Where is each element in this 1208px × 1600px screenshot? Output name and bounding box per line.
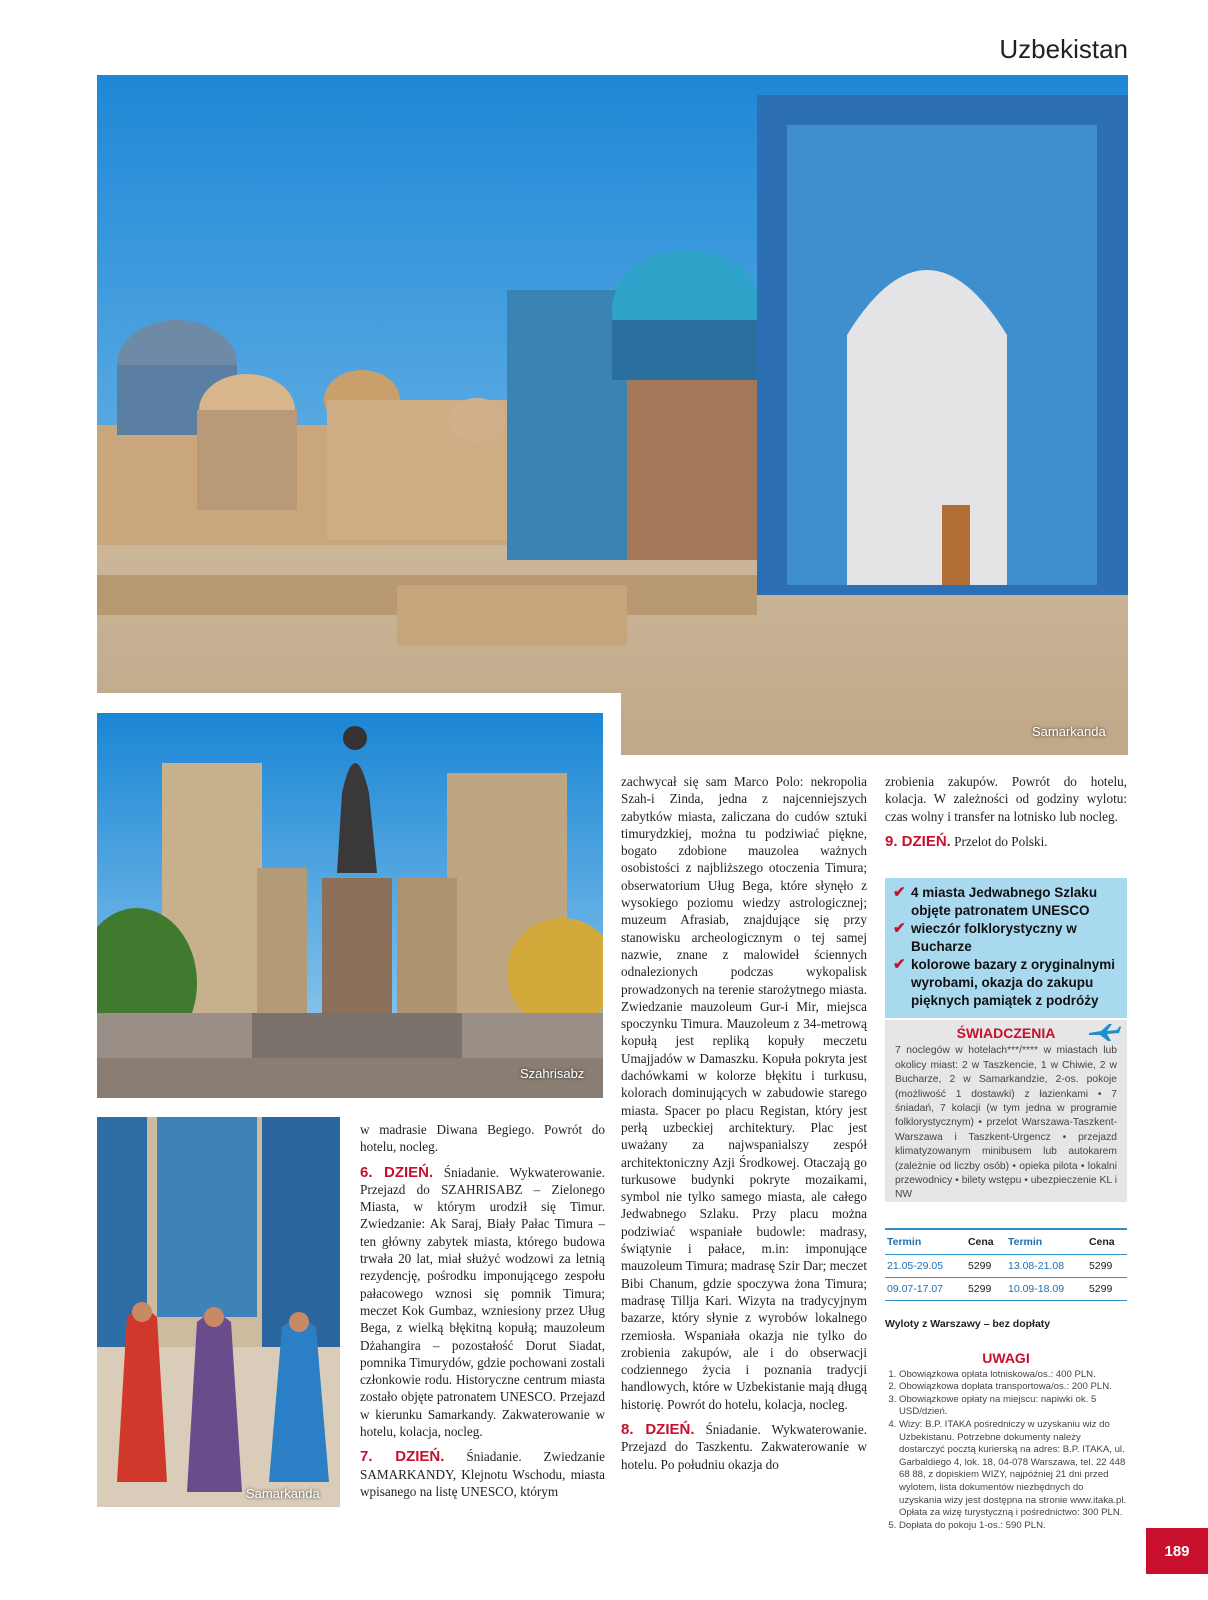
szahrisabz-photo [97,713,603,1098]
samarkanda-women-photo [97,1117,340,1507]
remark-item: 3. Obowiązkowe opłaty na miejscu: napiwki ok. 5 USD/dzień. [899,1394,1127,1419]
remarks-title: UWAGI [982,1350,1030,1366]
day7-continued: zachwycał się sam Marco Polo: nekropolia Szah-i Zinda, jedna z najcenniejszych zabytków miasta, zaliczana do cudów sztuki timurydzkiej, można tu podziwiać piękne, bogato zdobione mauzolea ważnych osobistości z najbliższego otoczenia Timura; obserwatorium Uług Bega, które słynęło z wysokiego poziomu wiedzy astrologicznej; muzeum Afrasiab, znajdujące się przy stanowisku archeologicznym o tej samej nazwie, znane z malowideł ściennych odnalezionych podczas wykopalisk prowadzonych na terenie starożytnego miasta. Zwiedzanie mauzoleum Gur-i Mir, miejsca spoczynku Timura. Mauzoleum z 34-metrową kopułą jest repliką kopuły meczetu Umajjadów w Damaszku. Kopuła pokryta jest dachówkami w kolorze błękitu i turkusu, kolorach dominujących w zabudowie starego miasta. Spacer po placu Registan, który jest perłą uzbeckiej architektury. Plac jest uważany za najwspanialszy zespół architektoniczny Azji Środkowej. Otaczają go turkusowe budynki pokryte mozaikami, symbol nie tylko samego miasta, ale całego Jedwabnego Szlaku. Przy placu można podziwiać wspaniałe budowle: madrasy, świątynie i pałace, m.in: imponujące mauzoleum Timura; madrasę Szir Dar; meczet Bibi Chanum, gdzie spoczywa żona Timura; madrasę Tillja Kari. Wizyta na tradycyjnym bazarze, który słynie z wyrobów lokalnego rzemiosła. Wspaniała okazja nie tylko do zrobienia zakupów, ale i do obserwacji codziennego życia i poznania tradycji handlowych, które w Uzbekistanie mają długą historię. Powrót do hotelu, kolacja, nocleg. [621,774,867,1412]
check-icon: ✔ [893,884,906,901]
main-photo [97,75,1128,755]
page-number: 189 [1146,1528,1208,1574]
highlight-item: ✔ kolorowe bazary z oryginalnymi wyrobami, okazja do zakupu pięknych pamiątek z podróży [893,956,1116,1008]
day8-text: Śniadanie. Wykwaterowanie. Przejazd do Taszkentu. Zakwaterowanie w hotelu. Po południu okazja do [621,1421,867,1472]
samarkanda-bottom-caption: Samarkanda [246,1486,320,1501]
country-title: Uzbekistan [999,34,1128,64]
day9-paragraph [885,833,1127,850]
day6-paragraph [360,1164,605,1441]
table-row: 21.05-29.05 5299 13.08-21.08 5299 [885,1255,1127,1278]
remark-item: 2. Obowiązkowa dopłata transportowa/os.: 200 PLN. [899,1381,1127,1394]
remark-item: 1. Obowiązkowa opłata lotniskowa/os.: 400 PLN. [899,1369,1127,1382]
check-icon: ✔ [893,956,906,973]
text-column-2 [621,773,867,1481]
highlight-item: ✔ 4 miasta Jedwabnego Szlaku objęte patronatem UNESCO [893,884,1098,918]
day6-label: 6. DZIEŃ. [360,1163,434,1181]
services-text: 7 noclegów w hotelach***/**** w miastach lub okolicy miast: 2 w Taszkencie, 1 w Chiwie, 2 w Bucharze, 2 w Samarkandzie, 2-os. pokoje (możliwość 1 dostawki) z łazienkami • 7 śniadań, 7 kolacji (w tym jedna w programie folklorystycznym) • przelot Warszawa-Taszkent-Warszawa i Taszkent-Urgencz • przejazd klimatyzowanym minibusem lub autokarem (zależnie od liczby osób) • opieka pilota • lokalni przewodnicy • bilety wstępu • ubezpieczenie KL i NW [895,1045,1117,1201]
dates-table [885,1228,1127,1301]
day5-continued: w madrasie Diwana Begiego. Powrót do hotelu, nocleg. [360,1122,605,1155]
day7-text: Śniadanie. Zwiedzanie SAMARKANDY, Klejnotu Wschodu, miasta wpisanego na listę UNESCO, którym [360,1449,605,1499]
airplane-icon [1087,1022,1121,1047]
table-header-row: Termin Cena Termin Cena [885,1229,1127,1255]
check-icon: ✔ [893,920,906,937]
day6-text: Śniadanie. Wykwaterowanie. Przejazd do SZAHRISABZ – Zielonego Miasta, w którym urodził się Timur. Zwiedzanie: Ak Saraj, Biały Pałac Timura – ten główny zabytek miasta, którego budowa trwała 20 lat, miał służyć wodzowi za letnią rezydencję, pośrodku imponującego zespołu pałacowego wznosi się pomnik Timura; meczet Kok Gumbaz, wzniesiony przez Uług Bega, z wielką błękitną kopułą; mauzoleum Dżahangira – pozostałość Dorut Siadat, pomnika Timurydów, gdzie pochowani zostali członkowie rodu. Historyczne centrum miasta zostało objęte patronatem UNESCO. Przejazd w kierunku Samarkandy. Zakwaterowanie w hotelu, kolacja, nocleg. [360,1164,605,1440]
remarks-section [885,1352,1127,1532]
day8-continued: zrobienia zakupów. Powrót do hotelu, kolacja. W zależności od godziny wylotu: czas wolny i transfer na lotnisko lub nocleg. [885,774,1127,824]
day8-label: 8. DZIEŃ. [621,1420,695,1438]
text-column-1 [360,1121,605,1508]
flights-note: Wyloty z Warszawy – bez dopłaty [885,1318,1051,1330]
remark-item: 5. Dopłata do pokoju 1-os.: 590 PLN. [899,1520,1127,1533]
day7-paragraph [360,1448,605,1500]
remarks-list [885,1369,1127,1533]
main-photo-caption: Samarkanda [1032,724,1106,739]
highlight-item: ✔ wieczór folklorystyczny w Bucharze [893,920,1077,954]
text-column-3 [885,773,1127,858]
services-box [885,1020,1127,1202]
services-title: ŚWIADCZENIA [956,1025,1056,1041]
day8-paragraph [621,1421,867,1473]
table-row: 09.07-17.07 5299 10.09-18.09 5299 [885,1278,1127,1301]
day9-label: 9. DZIEŃ. [885,832,951,850]
day9-text: Przelot do Polski. [950,833,1048,849]
day7-label: 7. DZIEŃ. [360,1448,445,1466]
highlights-box [885,878,1127,1018]
remark-item: 4. Wizy: B.P. ITAKA pośredniczy w uzyskaniu wiz do Uzbekistanu. Potrzebne dokumenty należy dostarczyć pocztą kurierską na adres: B.P. ITAKA, ul. Garbaldiego 4, lok. 18, 04-078 Warszawa, tel. 22 448 68 88, z dopiskiem WIZY, najpóźniej 21 dni przed wylotem, lista dokumentów niezbędnych do uzyskania wizy jest dostępna na stronie www.itaka.pl. Opłata za wizę turystyczną i pośrednictwo: 300 PLN. [899,1419,1127,1520]
szahrisabz-caption: Szahrisabz [520,1066,585,1081]
